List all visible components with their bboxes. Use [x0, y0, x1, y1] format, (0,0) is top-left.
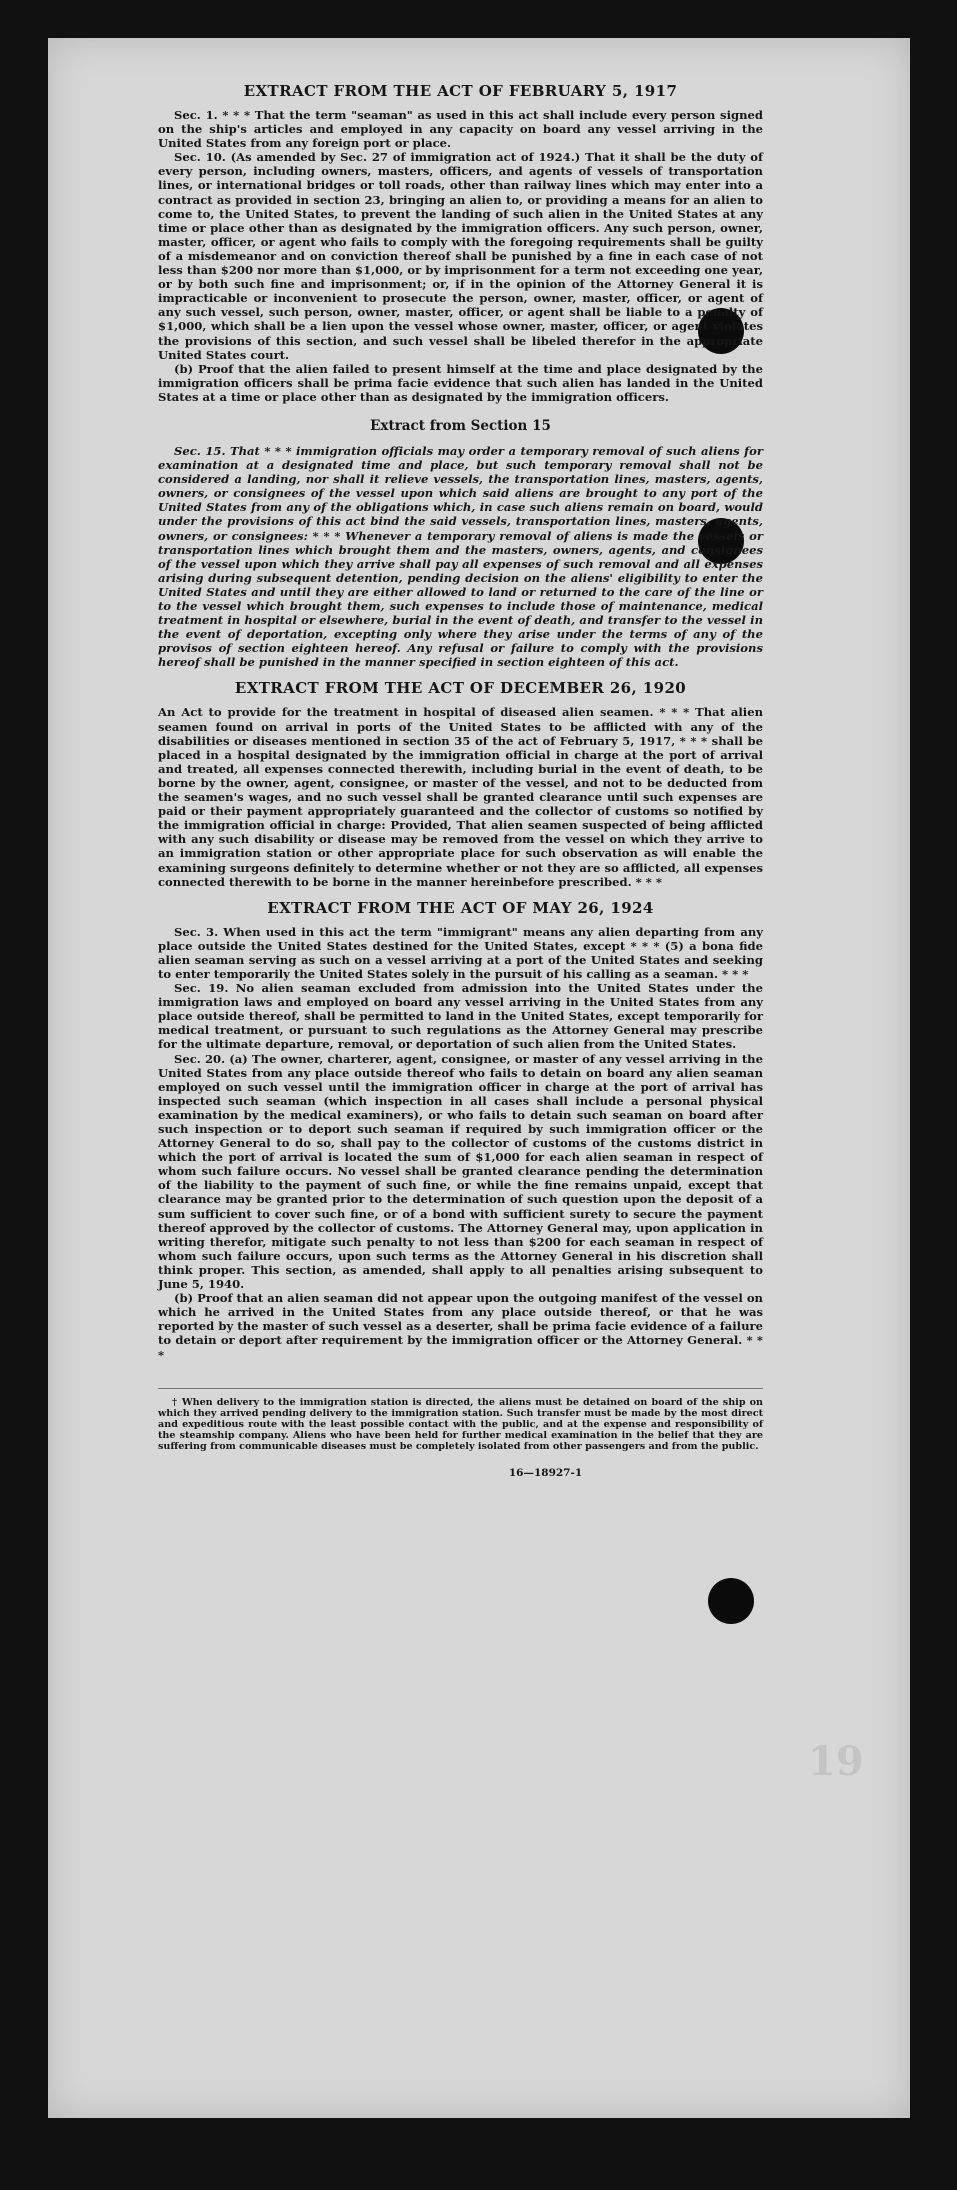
section-act-1917 — [158, 82, 763, 404]
section-heading: EXTRACT FROM THE ACT OF FEBRUARY 5, 1917 — [243, 82, 678, 100]
paragraph-sec-19: Sec. 19. No alien seaman excluded from admission into the United States under the immigration laws and employed on board any vessel arriving in the United States from any place outside thereof, shall be permitted to land in the United States, except temporarily for medical treatment, or pursuant to such regulations as the Attorney General may prescribe for the ultimate departure, removal, or deportation of such alien from the United States. — [158, 981, 763, 1052]
footnote: † When delivery to the immigration station is directed, the aliens must be detained on board of the ship on which they arrived pending delivery to the immigration station. Such transfer must be made by the most direct and expeditious route with the least possible contact with the public, and at the expense and responsibility of the steamship company. Aliens who have been held for further medical examination in the belief that they are suffering from communicable diseases must be completely isolated from other passengers and from the public. — [158, 1388, 763, 1453]
paragraph-sec-15: Sec. 15. That * * * immigration officials may order a temporary removal of such aliens for examination at a designated time and place, but such temporary removal shall not be considered a landing, nor shall it relieve vessels, the transportation lines, masters, agents, owners, or consignees of the vessel upon which said aliens are brought to any port of the United States from any of the obligations which, in case such aliens remain on board, would under the provisions of this act bind the said vessels, transportation lines, masters, agents, owners, or consignees: * * * Whenever a temporary removal of aliens is made the vessels or transportation lines which brought them and the masters, owners, agents, and consignees of the vessel upon which they arrive shall pay all expenses of such removal and all expenses arising during subsequent detention, pending decision on the aliens' eligibility to enter the United States and until they are either allowed to land or returned to the care of the line or to the vessel which brought them, such expenses to include those of maintenance, medical treatment in hospital or elsewhere, burial in the event of death, and transfer to the vessel in the event of deportation, excepting only where they arise under the terms of any of the provisos of section eighteen hereof. Any refusal or failure to comply with the provisions hereof shall be punished in the manner specified in section eighteen of this act. — [158, 443, 763, 670]
section-act-1920 — [158, 679, 763, 888]
section-heading: EXTRACT FROM THE ACT OF MAY 26, 1924 — [267, 898, 654, 917]
paragraph-sec-3: Sec. 3. When used in this act the term "immigrant" means any alien departing from any place outside the United States destined for the United States, except * * * (5) a bona fide alien seaman serving as such on a vessel arriving at a port of the United States and seeking to enter temporarily the United States solely in the pursuit of his calling as a seaman. * * * — [158, 924, 763, 981]
section-extract-15 — [158, 418, 763, 670]
document-body — [158, 82, 763, 1479]
paragraph-sec-1: Sec. 1. * * * That the term "seaman" as used in this act shall include every person signed on the ship's articles and employed in any capacity on board any vessel arriving in the United States from any foreign port or place. — [158, 108, 763, 151]
paragraph-sec-10-b: (b) Proof that the alien failed to present himself at the time and place designated by the immigration officers shall be prima facie evidence that such alien has landed in the United States at a time or place other than as designated by the immigration officers. — [158, 361, 763, 404]
document-page — [48, 38, 910, 2118]
punch-hole-3 — [708, 1578, 754, 1624]
printer-code: 16—18927-1 — [508, 1466, 583, 1479]
paragraph-act-1920: An Act to provide for the treatment in hospital of diseased alien seamen. * * * That alien seamen found on arrival in ports of the United States to be afflicted with any of the disabilities or diseases mentioned in section 35 of the act of February 5, 1917, * * * shall be placed in a hospital designated by the immigration official in charge at the port of arrival and treated, all expenses connected therewith, including burial in the event of death, to be borne by the owner, agent, consignee, or master of the vessel, and not to be deducted from the seamen's wages, and no such vessel shall be granted clearance until such expenses are paid or their payment appropriately guaranteed and the collector of customs so notified by the immigration official in charge: Provided, That alien seamen suspected of being afflicted with any such disability or disease may be removed from the vessel on which they arrive to an immigration station or other appropriate place for such observation as will enable the examining surgeons definitely to determine whether or not they are so afflicted, all expenses connected therewith to be borne in the manner hereinbefore prescribed. * * * — [158, 705, 763, 889]
bleed-through-mark: 19 — [808, 1738, 864, 1785]
section-heading: Extract from Section 15 — [370, 417, 551, 434]
paragraph-sec-10: Sec. 10. (As amended by Sec. 27 of immigration act of 1924.) That it shall be the duty of every person, including owners, masters, officers, and agents of vessels of transportation lines, or international bridges or toll roads, other than railway lines which may enter into a contract as provided in section 23, bringing an alien to, or providing a means for an alien to come to, the United States, to prevent the landing of such alien in the United States at any time or place other than as designated by the immigration officers. Any such person, owner, master, officer, or agent who fails to comply with the foregoing requirements shall be guilty of a misdemeanor and on conviction thereof shall be punished by a fine in each case of not less than $200 nor more than $1,000, or by imprisonment for a term not exceeding one year, or by both such fine and imprisonment; or, if in the opinion of the Attorney General it is impracticable or inconvenient to prosecute the person, owner, master, officer, or agent of any such vessel, such person, owner, master, officer, or agent shall be liable to a penalty of $1,000, which shall be a lien upon the vessel whose owner, master, officer, or agent violates the provisions of this section, and such vessel shall be libeled therefor in the appropriate United States court. — [158, 150, 763, 362]
section-act-1924 — [158, 899, 763, 1362]
section-heading: EXTRACT FROM THE ACT OF DECEMBER 26, 1920 — [234, 679, 687, 698]
paragraph-sec-20-a: Sec. 20. (a) The owner, charterer, agent, consignee, or master of any vessel arriving in the United States from any place outside thereof who fails to detain on board any alien seaman employed on such vessel until the immigration officer in charge at the port of arrival has inspected such seaman (which inspection in all cases shall include a personal physical examination by the medical examiners), or who fails to detain such seaman on board after such inspection or to deport such seaman if required by such immigration officer or the Attorney General to do so, shall pay to the collector of customs of the customs district in which the port of arrival is located the sum of $1,000 for each alien seaman in respect of whom such failure occurs. No vessel shall be granted clearance pending the determination of the liability to the payment of such fine, or while the fine remains unpaid, except that clearance may be granted prior to the determination of such question upon the deposit of a sum sufficient to cover such fine, or of a bond with sufficient surety to secure the payment thereof approved by the collector of customs. The Attorney General may, upon application in writing therefor, mitigate such penalty to not less than $200 for each seaman in respect of whom such failure occurs, upon such terms as the Attorney General in his discretion shall think proper. This section, as amended, shall apply to all penalties arising subsequent to June 5, 1940. — [158, 1051, 763, 1292]
paragraph-sec-20-b: (b) Proof that an alien seaman did not appear upon the outgoing manifest of the vessel on which he arrived in the United States from any place outside thereof, or that he was reported by the master of such vessel as a deserter, shall be prima facie evidence of a failure to detain or deport after requirement by the immigration officer or the Attorney General. * * * — [158, 1291, 763, 1362]
